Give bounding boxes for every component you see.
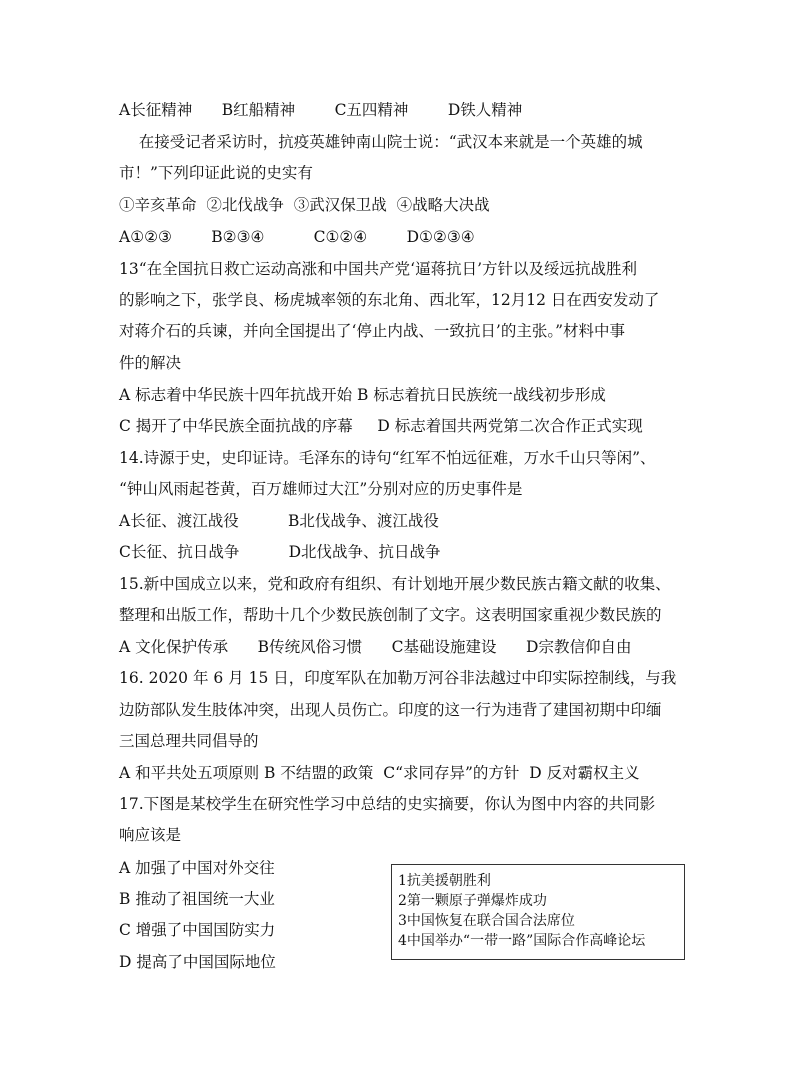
- q17-option-c: C 增强了中国国防实力: [119, 921, 276, 939]
- q12-items: ①辛亥革命 ②北伐战争 ③武汉保卫战 ④战略大决战: [119, 196, 490, 214]
- q16-stem-line-1: 16. 2020 年 6 月 15 日，印度军队在加勒万河谷非法越过中印实际控制线，与我: [119, 669, 677, 687]
- q13-stem-line-4: 件的解决: [119, 354, 182, 372]
- q17-stem-line-1: 17.下图是某校学生在研究性学习中总结的史实摘要，你认为图中内容的共同影: [119, 795, 656, 813]
- q14-options-ab: A长征、渡江战役 B北伐战争、渡江战役: [119, 512, 439, 530]
- q17-stem-line-2: 响应该是: [119, 826, 182, 844]
- q17-fact-summary-box: [391, 864, 685, 960]
- q14-stem-line-1: 14.诗源于史，史印证诗。毛泽东的诗句“红军不怕远征难，万水千山只等闲”、: [119, 449, 656, 467]
- q13-stem-line-1: 13“在全国抗日救亡运动高涨和中国共产党‘逼蒋抗日’方针以及绥远抗战胜利: [119, 260, 638, 278]
- q12-stem-line-2: 市！”下列印证此说的史实有: [119, 164, 313, 182]
- q16-stem-line-3: 三国总理共同倡导的: [119, 732, 259, 750]
- q13-options-ab: A 标志着中华民族十四年抗战开始 B 标志着抗日民族统一战线初步形成: [119, 386, 606, 404]
- q13-options-cd: C 揭开了中华民族全面抗战的序幕 D 标志着国共两党第二次合作正式实现: [119, 417, 643, 435]
- q14-stem-line-2: “钟山风雨起苍黄，百万雄师过大江”分别对应的历史事件是: [119, 480, 523, 498]
- q17-option-d: D 提高了中国国际地位: [119, 953, 276, 971]
- q17-option-b: B 推动了祖国统一大业: [119, 890, 275, 908]
- q15-stem-line-1: 15.新中国成立以来，党和政府有组织、有计划地开展少数民族古籍文献的收集、: [119, 575, 671, 593]
- fact-item-3: 3中国恢复在联合国合法席位: [398, 913, 575, 929]
- q13-stem-line-2: 的影响之下，张学良、杨虎城率领的东北角、西北军，12月12 日在西安发动了: [119, 291, 660, 309]
- q17-option-a: A 加强了中国对外交往: [119, 859, 275, 877]
- q13-stem-line-3: 对蒋介石的兵谏，并向全国提出了‘停止内战、一致抗日’的主张。”材料中事: [119, 322, 626, 340]
- q16-options: A 和平共处五项原则 B 不结盟的政策 C“求同存异”的方针 D 反对霸权主义: [119, 764, 640, 782]
- fact-item-2: 2第一颗原子弹爆炸成功: [398, 893, 547, 909]
- q11-options: A长征精神 B红船精神 C五四精神 D铁人精神: [119, 101, 523, 119]
- q14-options-cd: C长征、抗日战争 D北伐战争、抗日战争: [119, 543, 441, 561]
- q15-stem-line-2: 整理和出版工作，帮助十几个少数民族创制了文字。这表明国家重视少数民族的: [119, 606, 662, 624]
- q12-options: A①②③ B②③④ C①②④ D①②③④: [119, 228, 475, 246]
- q15-options: A 文化保护传承 B传统风俗习惯 C基础设施建设 D宗教信仰自由: [119, 638, 632, 656]
- fact-item-1: 1抗美援朝胜利: [398, 873, 491, 889]
- fact-item-4: 4中国举办“一带一路”国际合作高峰论坛: [398, 933, 646, 949]
- q16-stem-line-2: 边防部队发生肢体冲突，出现人员伤亡。印度的这一行为违背了建国初期中印缅: [119, 701, 662, 719]
- q12-stem-line-1: 在接受记者采访时，抗疫英雄钟南山院士说：“武汉本来就是一个英雄的城: [119, 133, 643, 151]
